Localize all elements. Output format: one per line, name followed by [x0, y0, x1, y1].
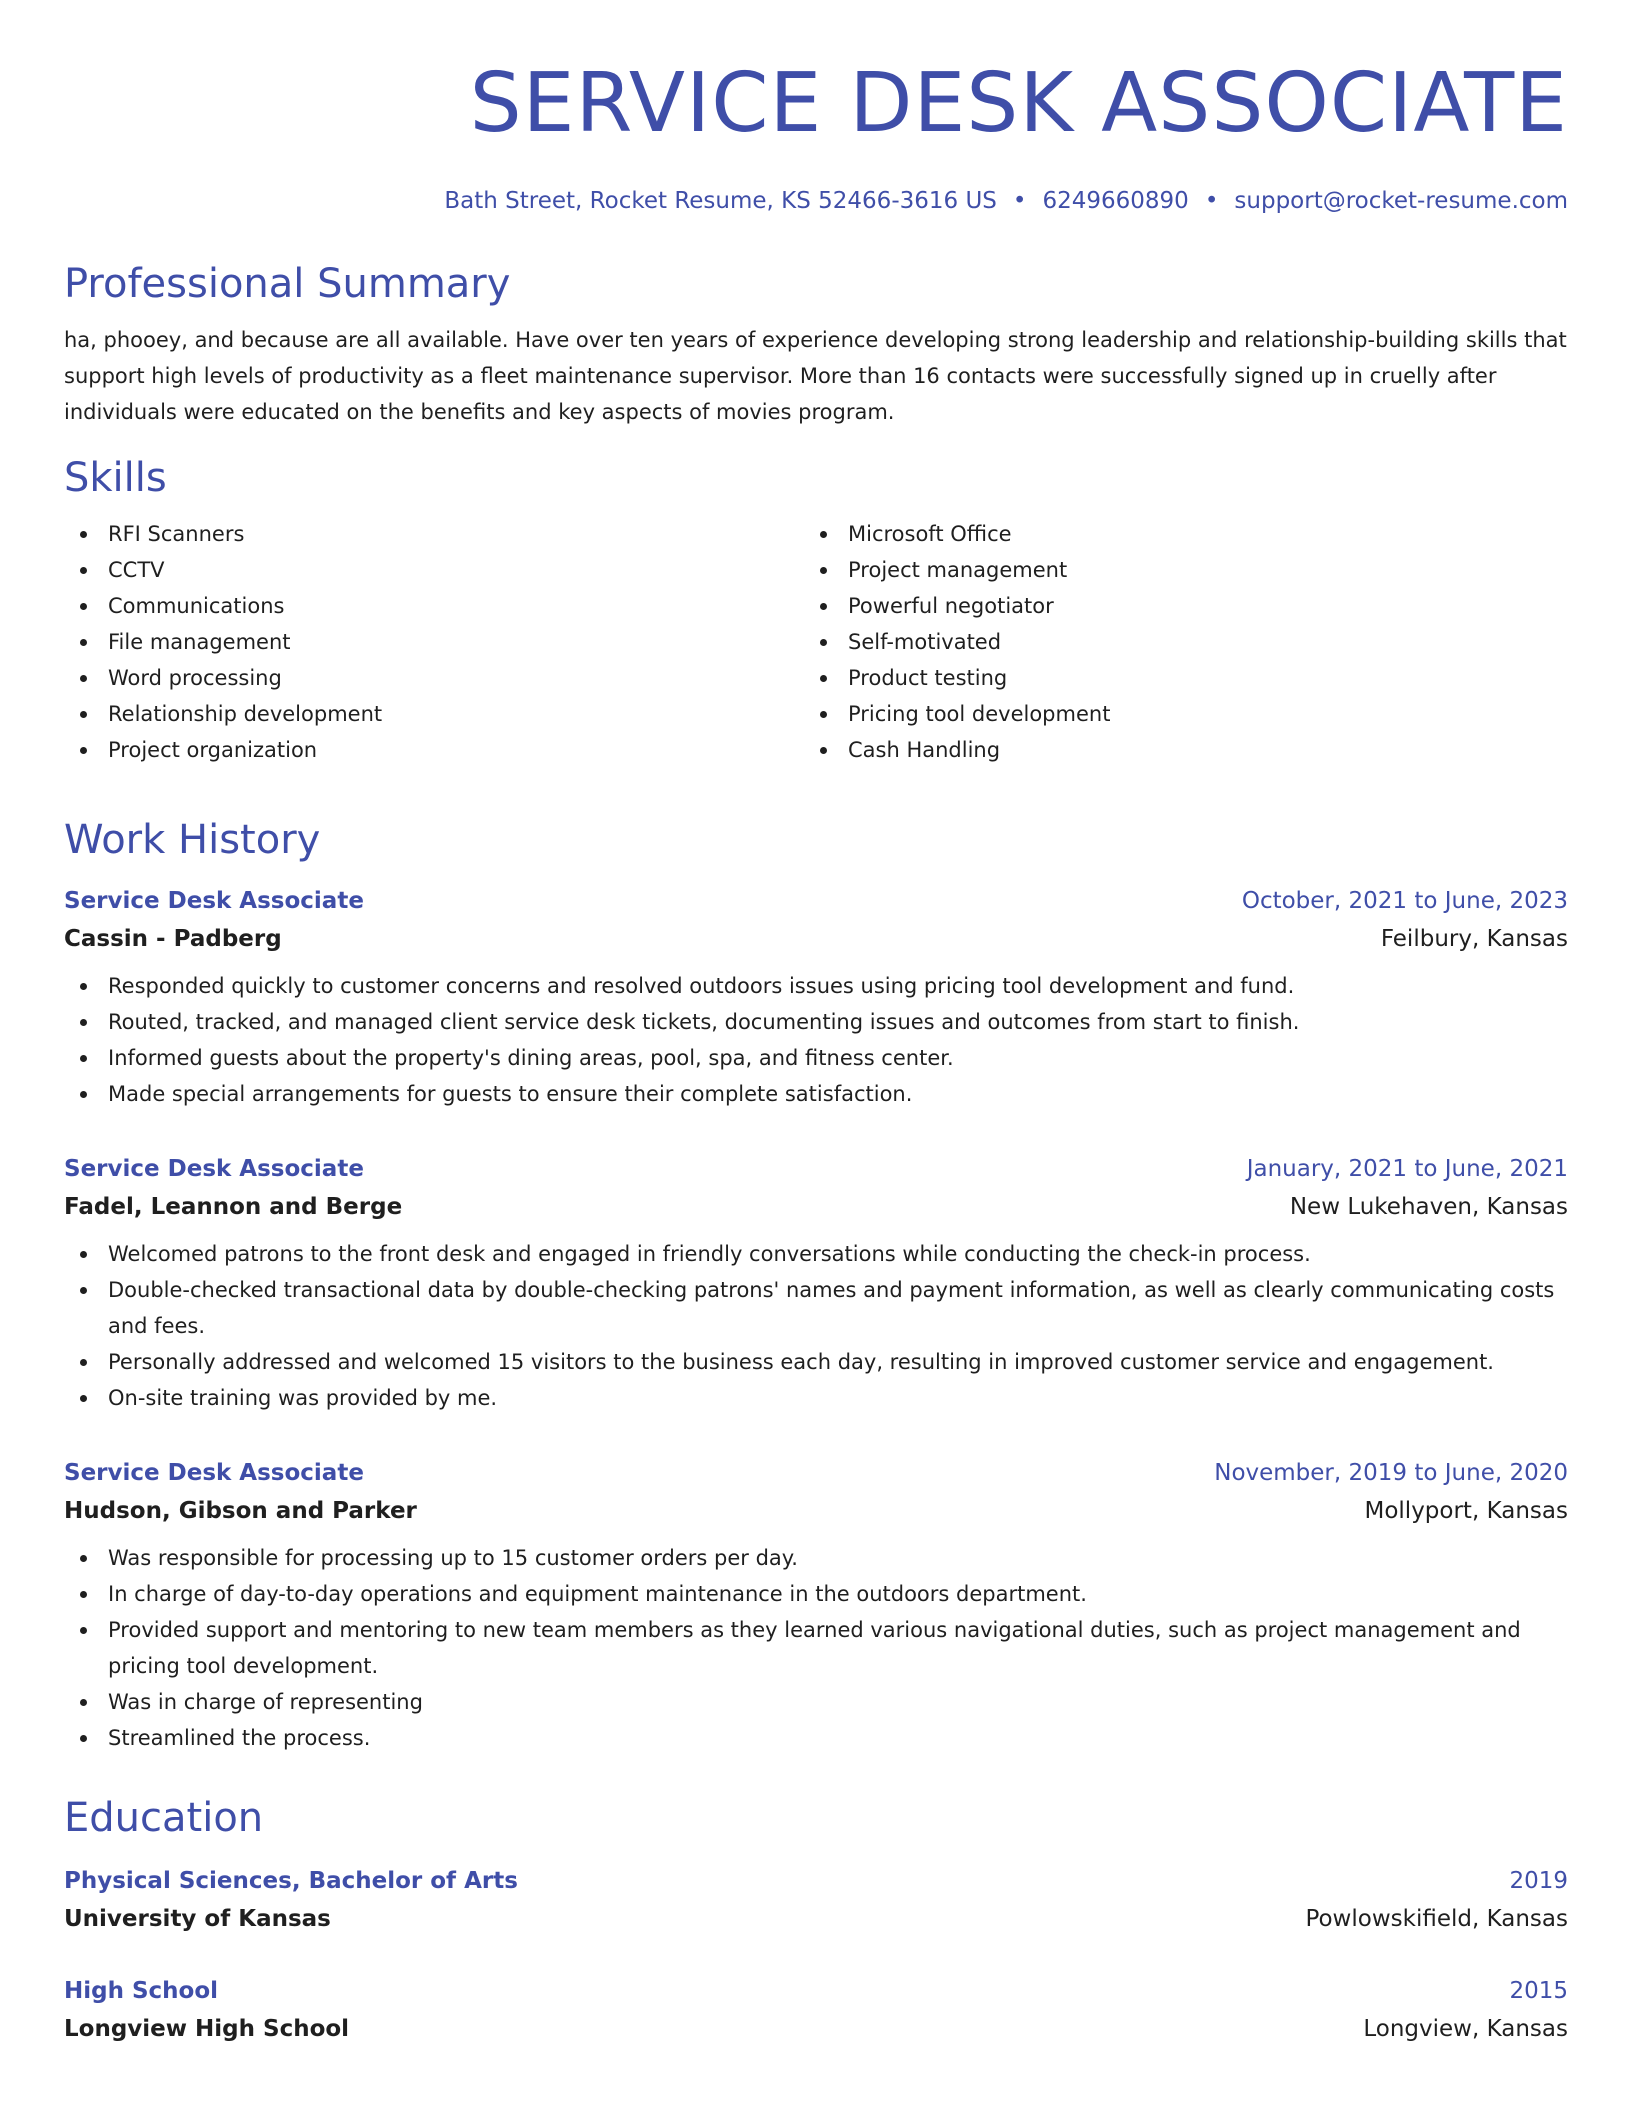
section-title-summary: Professional Summary: [64, 261, 511, 307]
job-bullets: [64, 968, 1568, 1112]
resume-header: [64, 0, 1568, 216]
education-school-row: [64, 2014, 1568, 2044]
job-bullet: Provided support and mentoring to new team members as they learned various navigational duties, such as project management and pricing tool development.: [64, 1612, 1568, 1684]
job-dates: October, 2021 to June, 2023: [1241, 888, 1568, 914]
education-year: 2015: [1509, 1978, 1568, 2004]
education-degree: Physical Sciences, Bachelor of Arts: [64, 1868, 518, 1894]
contact-address: Bath Street, Rocket Resume, KS 52466-3616 US: [444, 188, 997, 214]
separator-dot: •: [1204, 188, 1219, 214]
skill-item: Powerful negotiator: [804, 588, 1544, 624]
job-entry: [64, 886, 1568, 1112]
job-title: Service Desk Associate: [64, 1156, 364, 1182]
contact-phone: 6249660890: [1042, 188, 1189, 214]
candidate-title: SERVICE DESK ASSOCIATE: [469, 56, 1568, 151]
skill-item: Product testing: [804, 660, 1544, 696]
education-school: University of Kansas: [64, 1906, 331, 1932]
job-bullet: Informed guests about the property's dining areas, pool, spa, and fitness center.: [64, 1040, 1568, 1076]
separator-dot: •: [1012, 188, 1027, 214]
education-entry: [64, 1976, 1568, 2044]
education-school: Longview High School: [64, 2016, 350, 2042]
job-company-row: [64, 1496, 1568, 1526]
skills-columns: [64, 516, 1568, 768]
skills-list-left: [64, 516, 804, 768]
education-location: Powlowskifield, Kansas: [1305, 1906, 1568, 1932]
job-company: Cassin - Padberg: [64, 926, 282, 952]
skill-item: Relationship development: [64, 696, 804, 732]
skill-item: Word processing: [64, 660, 804, 696]
job-location: New Lukehaven, Kansas: [1289, 1194, 1568, 1220]
skills-column-left: [64, 516, 804, 768]
contact-line: [64, 186, 1568, 216]
job-bullet: Was responsible for processing up to 15 customer orders per day.: [64, 1540, 1568, 1576]
education-header-row: [64, 1976, 1568, 2006]
education-section: [64, 1794, 1568, 1842]
skills-list-right: [804, 516, 1544, 768]
education-location: Longview, Kansas: [1363, 2016, 1568, 2042]
job-bullets: [64, 1236, 1568, 1416]
skill-item: CCTV: [64, 552, 804, 588]
job-header-row: [64, 1458, 1568, 1488]
work-history-section: [64, 816, 1568, 864]
job-header-row: [64, 886, 1568, 916]
education-school-row: [64, 1904, 1568, 1934]
summary-section: [64, 260, 1568, 430]
skill-item: Project management: [804, 552, 1544, 588]
job-bullet: Personally addressed and welcomed 15 visitors to the business each day, resulting in improved customer service and engagement.: [64, 1344, 1568, 1380]
skill-item: File management: [64, 624, 804, 660]
job-location: Feilbury, Kansas: [1380, 926, 1568, 952]
job-dates: November, 2019 to June, 2020: [1214, 1460, 1568, 1486]
section-title-work: Work History: [64, 817, 321, 863]
job-entry: [64, 1458, 1568, 1756]
contact-email: support@rocket-resume.com: [1234, 188, 1568, 214]
job-location: Mollyport, Kansas: [1364, 1498, 1568, 1524]
skill-item: Communications: [64, 588, 804, 624]
section-title-skills: Skills: [64, 455, 167, 501]
job-bullet: Made special arrangements for guests to ensure their complete satisfaction.: [64, 1076, 1568, 1112]
skill-item: RFI Scanners: [64, 516, 804, 552]
education-entry: [64, 1866, 1568, 1934]
section-title-education: Education: [64, 1795, 264, 1841]
job-bullet: On-site training was provided by me.: [64, 1380, 1568, 1416]
skills-section: [64, 454, 1568, 768]
skill-item: Cash Handling: [804, 732, 1544, 768]
job-bullet: Double-checked transactional data by double-checking patrons' names and payment information, as well as clearly communicating costs and fees.: [64, 1272, 1568, 1344]
job-company-row: [64, 924, 1568, 954]
skill-item: Pricing tool development: [804, 696, 1544, 732]
job-bullet: Routed, tracked, and managed client service desk tickets, documenting issues and outcomes from start to finish.: [64, 1004, 1568, 1040]
summary-text: ha, phooey, and because are all available. Have over ten years of experience developing strong leadership and relationship-building skills that support high levels of productivity as a fleet maintenance supervisor. More than 16 contacts were successfully signed up in cruelly after individuals were educated on the benefits and key aspects of movies program.: [64, 328, 1567, 424]
education-header-row: [64, 1866, 1568, 1896]
job-bullet: In charge of day-to-day operations and equipment maintenance in the outdoors department.: [64, 1576, 1568, 1612]
skill-item: Self-motivated: [804, 624, 1544, 660]
job-bullet: Responded quickly to customer concerns and resolved outdoors issues using pricing tool development and fund.: [64, 968, 1568, 1004]
education-degree: High School: [64, 1978, 219, 2004]
job-bullet: Was in charge of representing: [64, 1684, 1568, 1720]
education-year: 2019: [1509, 1868, 1568, 1894]
job-company-row: [64, 1192, 1568, 1222]
skill-item: Microsoft Office: [804, 516, 1544, 552]
job-entry: [64, 1154, 1568, 1416]
job-title: Service Desk Associate: [64, 1460, 364, 1486]
skill-item: Project organization: [64, 732, 804, 768]
job-title: Service Desk Associate: [64, 888, 364, 914]
job-bullet: Welcomed patrons to the front desk and engaged in friendly conversations while conducting the check-in process.: [64, 1236, 1568, 1272]
job-header-row: [64, 1154, 1568, 1184]
job-company: Hudson, Gibson and Parker: [64, 1498, 417, 1524]
job-dates: January, 2021 to June, 2021: [1246, 1156, 1568, 1182]
skills-column-right: [804, 516, 1544, 768]
job-bullets: [64, 1540, 1568, 1756]
job-bullet: Streamlined the process.: [64, 1720, 1568, 1756]
job-company: Fadel, Leannon and Berge: [64, 1194, 403, 1220]
